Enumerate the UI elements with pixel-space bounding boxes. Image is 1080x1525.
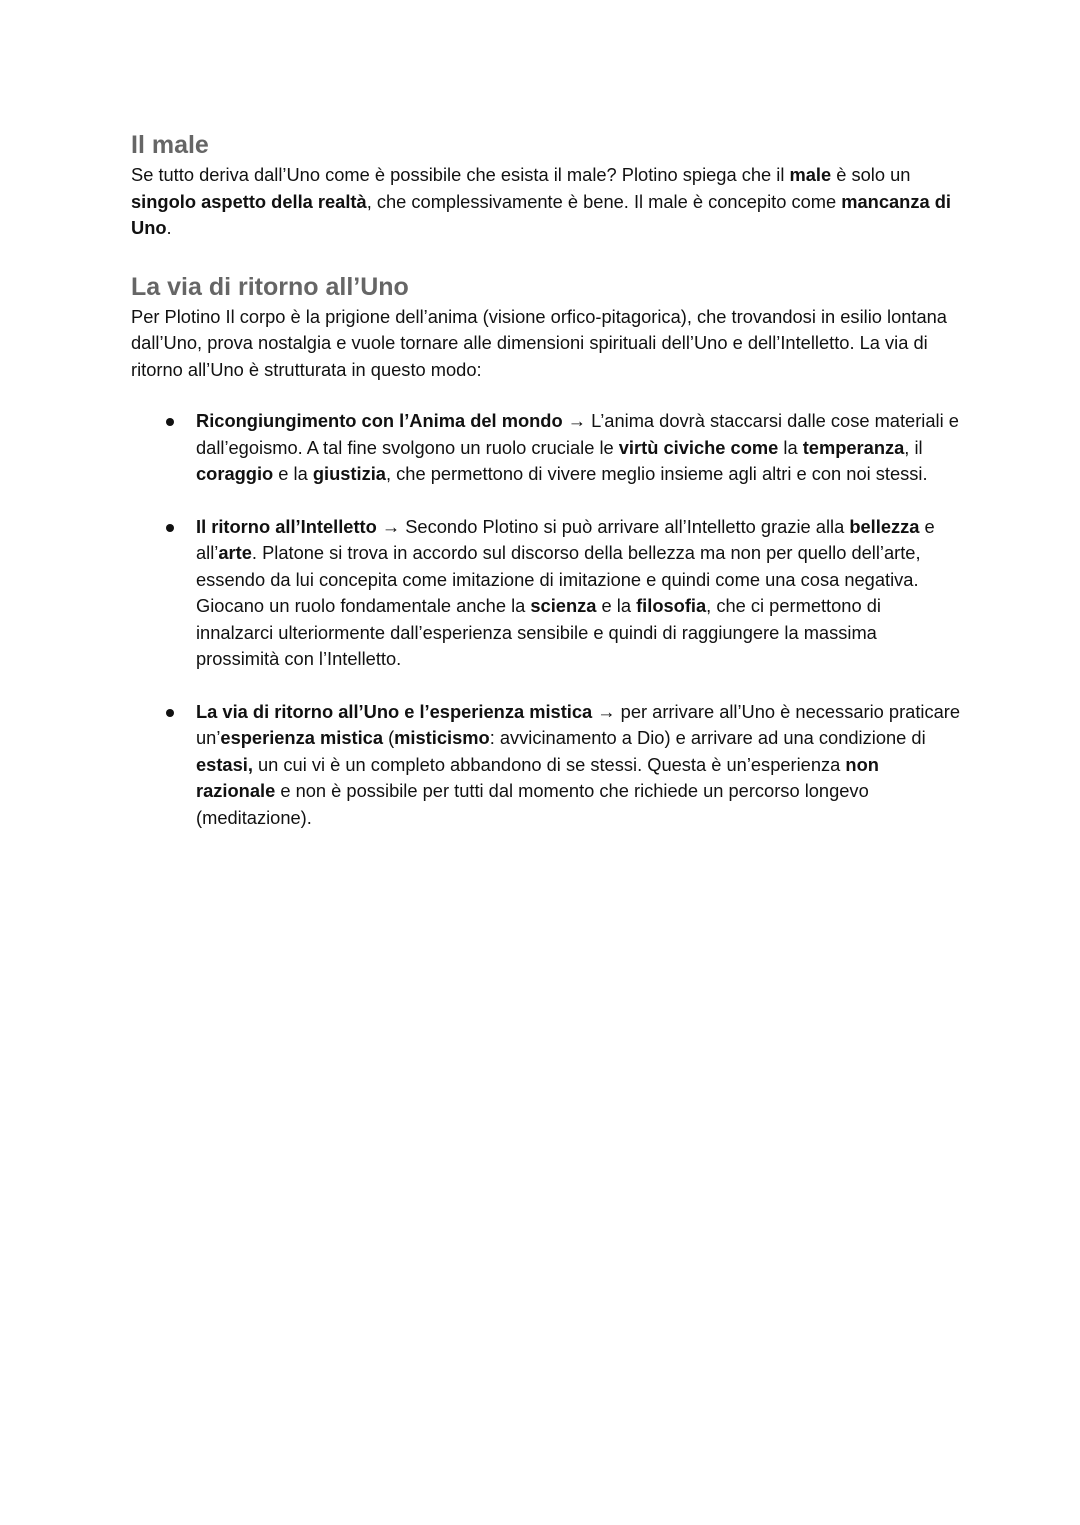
- text-run: .: [166, 217, 172, 238]
- bullet-icon: [166, 524, 174, 532]
- paragraph-il-male: [131, 162, 961, 242]
- text-run: e la: [273, 463, 313, 484]
- bold-term: misticismo: [394, 727, 490, 748]
- text-run: → per arrivare all’Uno è necessario praticare un’: [196, 700, 961, 748]
- bullet-list: [131, 408, 961, 831]
- bullet-icon: [166, 418, 174, 426]
- text-run: un cui vi è un completo abbandono di se stessi. Questa è un’esperienza: [252, 753, 846, 775]
- bullet-icon: [166, 709, 174, 717]
- bold-term: bellezza: [849, 515, 920, 537]
- text-run: Se tutto deriva dall’Uno come è possibile che esista il male? Plotino spiega che il: [131, 164, 790, 185]
- text-run: e non è possibile per tutti dal momento che richiede un percorso longevo (meditazione).: [196, 780, 869, 828]
- text-run: , che permettono di vivere meglio insieme agli altri e con noi stessi.: [385, 463, 928, 484]
- bold-term: arte: [218, 542, 252, 563]
- text-run: , il: [904, 436, 923, 458]
- bold-term: filosofia: [636, 595, 707, 616]
- bold-term: Ricongiungimento con l’Anima del mondo: [196, 410, 563, 431]
- paragraph-intro: Per Plotino Il corpo è la prigione dell’anima (visione orfico-pitagorica), che trovandosi in esilio lontana dall’Uno, prova nostalgia e vuole tornare alle dimensioni spirituali dell’Uno e dell’Intelletto. La via di ritorno all’Uno è strutturata in questo modo:: [131, 305, 947, 380]
- section-il-male: [131, 128, 961, 242]
- bold-term-singolo-aspetto: singolo aspetto della realtà: [131, 190, 367, 212]
- section-via-di-ritorno: [131, 270, 961, 832]
- list-item: [131, 408, 961, 488]
- bold-term: La via di ritorno all’Uno e l’esperienza mistica: [196, 700, 593, 722]
- bold-term-mancanza-di-uno: mancanza di Uno: [131, 190, 951, 238]
- bold-term: estasi,: [196, 753, 253, 775]
- bold-term: Il ritorno all’Intelletto: [196, 515, 377, 537]
- text-run: , che complessivamente è bene. Il male è concepito come: [366, 190, 842, 212]
- list-item: [131, 699, 961, 832]
- text-run: (: [383, 727, 395, 748]
- bold-term: giustizia: [312, 463, 386, 484]
- bold-term: coraggio: [196, 463, 274, 484]
- text-run: . Platone si trova in accordo sul discorso della bellezza ma non per quello dell’arte, essendo da lui concepita come imitazione di imitazione e quindi come una cosa negativa. Giocano un ruolo fondamentale anche la: [196, 542, 921, 616]
- section-title-via-di-ritorno: La via di ritorno all’Uno: [131, 272, 409, 301]
- bold-term: non razionale: [196, 753, 879, 801]
- text-run: la: [778, 436, 803, 458]
- text-run: , che ci permettono di innalzarci ulteriormente dall’esperienza sensibile e quindi di raggiungere la massima prossimità con l’Intelletto.: [196, 595, 881, 669]
- bold-term: temperanza: [802, 436, 905, 458]
- bold-term: scienza: [530, 595, 597, 616]
- text-run: e la: [596, 595, 637, 616]
- section-title-il-male: Il male: [131, 131, 209, 159]
- text-run: → Secondo Plotino si può arrivare all’Intelletto grazie alla: [376, 515, 850, 537]
- text-run: : avvicinamento a Dio) e arrivare ad una condizione di: [489, 727, 926, 748]
- bold-term: virtù civiche come: [618, 436, 779, 458]
- bold-term-male: male: [789, 164, 832, 185]
- document-page: [131, 128, 961, 857]
- text-run: è solo un: [831, 164, 911, 185]
- text-run: → L’anima dovrà staccarsi dalle cose materiali e dall’egoismo. A tal fine svolgono un ruolo cruciale le: [196, 410, 959, 458]
- bold-term: esperienza mistica: [220, 727, 383, 748]
- text-run: e all’: [196, 515, 935, 563]
- list-item: [131, 514, 961, 673]
